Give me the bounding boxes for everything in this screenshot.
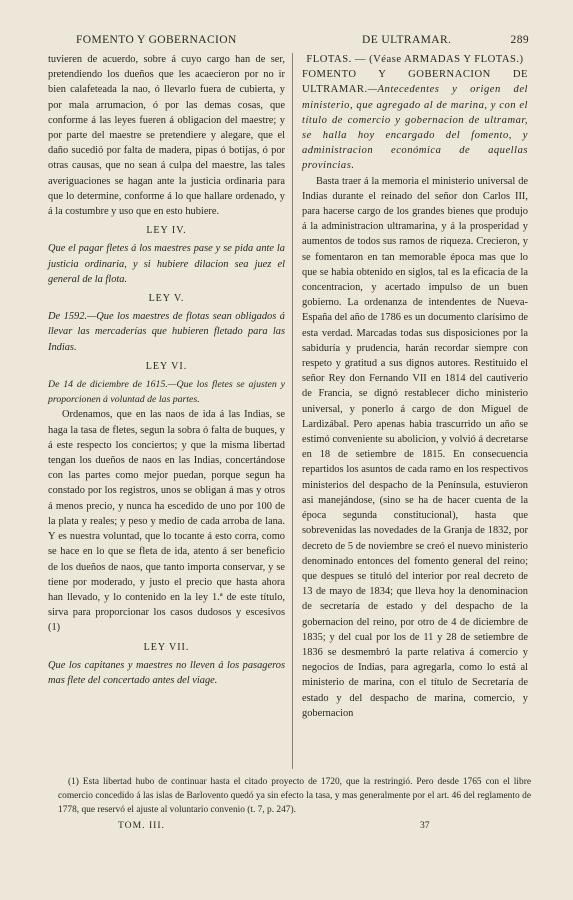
left-column	[48, 52, 285, 688]
continuation-paragraph: tuvieren de acuerdo, sobre á cuyo cargo han de ser, pretendiendo los dueños que les acaecieron por no ir bien calafeteada la nao, ó llevarlo fuera de cubierta, y por mala arrumacion, ó por las demas cosas, que conforme á las leyes fueren á obligacion del maestre; y por parte del maestre se pretendiere y alegare, que el daño sucedió por falta de madera, pipas ó botijas, ó por otras causas, que no sean á culpa del maestre, las tales averiguaciones se hagan ante la justicia ordinaria para que lo determine, conforme á lo que hallare ordenado, y á la costumbre y uso que en esto hubiere.	[48, 54, 285, 218]
page-number: 289	[510, 34, 529, 46]
volume-label: TOM. III.	[118, 820, 165, 831]
running-header	[40, 34, 535, 50]
ley-7-heading: LEY VII.	[143, 641, 190, 653]
footnote-text: (1) Esta libertad hubo de continuar hasta el citado proyecto de 1720, que la restringió. Pero desde 1765 con el libre comercio concedido á las islas de Barlovento quedó ya sin efecto la tasa, y mas generalmente por el art. 46 del reglamento de 1778, que reservó el ajuste al voluntario convenio (t. 7, p. 247).	[58, 777, 531, 815]
section-title-block	[302, 67, 528, 173]
column-divider	[292, 53, 293, 769]
ley-7-summary: Que los capitanes y maestres no lleven á los pasageros mas flete del concertado antes del viage.	[48, 659, 285, 686]
ley-5-heading: LEY V.	[148, 293, 185, 305]
section-subtitle: —Antecedentes y origen del ministerio, que agregado al de marina, y con el título de comercio y gobernacion de ultramar, se halla hoy encargado del fomento, y administracion económica de aquellas provincias.	[302, 84, 528, 172]
section-body: Basta traer á la memoria el ministerio universal de Indias durante el reinado del señor don Carlos III, para hacerse cargo de los grandes bienes que produjo á la administracion ultramarina, y á la prosperidad y aumentos de todos sus ramos de riqueza. Crecieron, y se fomentaron en tan memorable época mas que lo que se habia obtenido en siglos, tal es la eficacia de la concentracion, y acertado impulso de un buen gobierno. La ordenanza de intendentes de Nueva-España del año de 1786 es un documento clarísimo de esta verdad. Marcadas todas sus disposiciones por la sabiduría y prudencia, harán recordar siempre con respeto y gratitud a sus dignos autores. Restituido el señor Rey don Fernando VII en 1814 del cautiverio de Francia, se dignó restablecer dicho ministerio universal, y ponerlo á cargo de don Miguel de Lardizábal. Pero apenas habia trascurrido un año se estimó conveniente su abolicion, y volvió á decretarse en 18 de setiembre de 1815. En consecuencia repartidos los asuntos de cada ramo en los respectivos ministerios del despacho de la Península, estuvieron asi manejándose, (sino se ha de hacer cuenta de la época segunda constitucional), hasta que sobrevenidas las novedades de la Granja de 1832, por decreto de 5 de noviembre se creó el nuevo ministerio denominado entonces del fomento general del reino; que despues se tituló del interior por real decreto de 13 de mayo de 1834; que lleva hoy la denominacion de secretaría de estado y del despacho de la gobernacion del reino, por otro de 4 de diciembre de 1835; y del cual por los de 11 y 28 de setiembre de 1836 se desmembró la parte relativa á comercio y negocios de Indias, para agregarla, como lo está al ministerio de marina, con el título de Secretaría de estado y del despacho de marina, comercio, y gobernacion	[302, 175, 528, 719]
signature-mark: 37	[420, 820, 430, 831]
header-right: DE ULTRAMAR.	[362, 34, 452, 46]
right-column	[302, 52, 528, 721]
ley-4-heading: LEY IV.	[146, 225, 187, 237]
ley-6-body: Ordenamos, que en las naos de ida á las Indias, se haga la tasa de fletes, segun la sobra ó falta de buques, y á este respecto los conciertos; y que la misma libertad tengan los dueños de naos en las Indias, concertándose con las partes como mejor puedan, porque segun ha constado por los registros, unos se obligan á mas y otros á menos precio, y nunca ha escedido de uno por 100 de la plata y reales; y peso y medio de cada arroba de lana. Y es nuestra voluntad, que lo tocante á esto corra, como se hace en lo que se fleta de ida, atento á ser beneficio de los dueños de naos, que tanto importa conservar, y se tiene por moderado, y justo el precio que hasta ahora han llevado, y lo contenido en la ley 1.ª de este título, sirva para proporcionar los casos dudosos y escesivos (1)	[48, 409, 285, 634]
header-left: FOMENTO Y GOBERNACION	[76, 34, 237, 46]
ley-6-summary: De 14 de diciembre de 1615.—Que los fletes se ajusten y proporcionen á voluntad de las partes.	[48, 379, 285, 406]
section-title: FOMENTO Y GOBERNACION DE ULTRAMAR.	[302, 69, 528, 96]
ley-5-summary: De 1592.—Que los maestres de flotas sean obligados á llevar las mercaderías que hubieren fletado para las Indias.	[48, 311, 285, 353]
footnote	[58, 775, 531, 817]
ley-6-heading: LEY VI.	[145, 360, 188, 372]
flotas-cross-reference: FLOTAS. — (Véase ARMADAS Y FLOTAS.)	[306, 54, 524, 65]
ley-4-summary: Que el pagar fletes á los maestres pase y se pida ante la justicia ordinaria, y si hubiere dilacion sea juez el general de la flota.	[48, 243, 285, 285]
